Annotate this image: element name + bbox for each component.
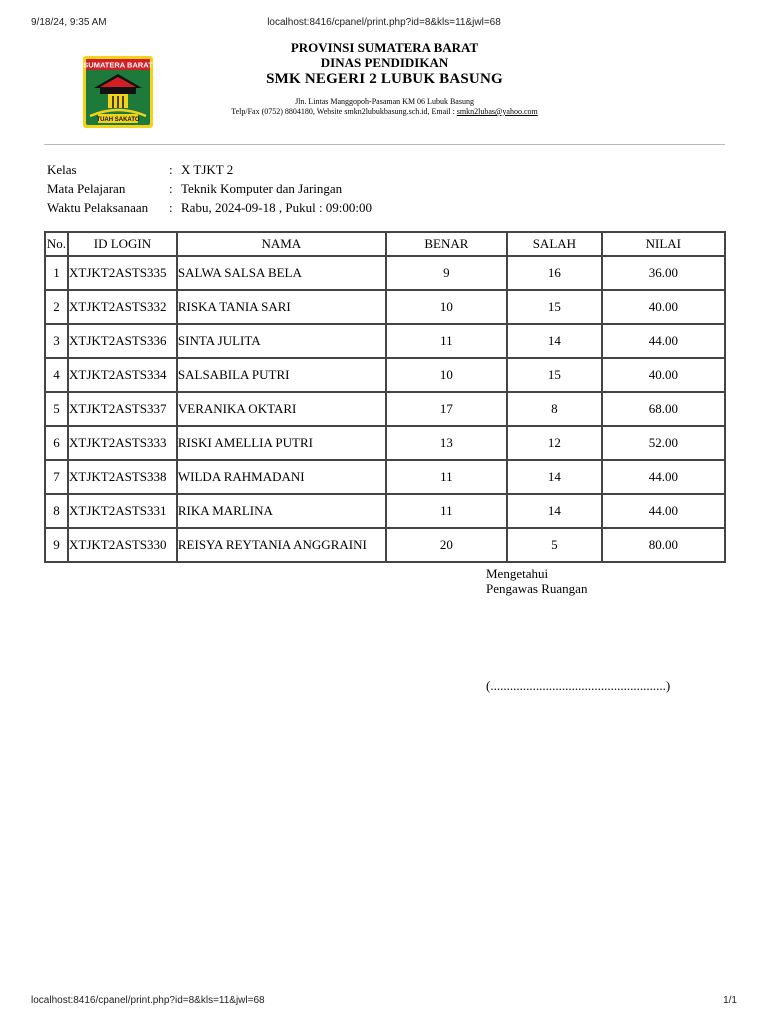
- info-value: X TJKT 2: [181, 162, 234, 177]
- cell-no: 6: [45, 426, 68, 460]
- cell-salah: 14: [507, 324, 602, 358]
- info-label: Kelas: [47, 162, 77, 177]
- table-row: [45, 426, 725, 460]
- province-title: PROVINSI SUMATERA BARAT: [290, 40, 479, 55]
- cell-benar: 13: [386, 426, 507, 460]
- cell-id-login: XTJKT2ASTS331: [68, 494, 177, 528]
- table-row: [45, 392, 725, 426]
- signature-acknowledge: Mengetahui: [486, 566, 549, 581]
- info-row: [47, 160, 372, 179]
- cell-nama: SALWA SALSA BELA: [177, 256, 386, 290]
- signature-role: Pengawas Ruangan: [486, 581, 588, 596]
- cell-nama: RISKI AMELLIA PUTRI: [177, 426, 386, 460]
- cell-benar: 9: [386, 256, 507, 290]
- cell-no: 1: [45, 256, 68, 290]
- department-title: DINAS PENDIDIKAN: [320, 55, 449, 70]
- cell-no: 8: [45, 494, 68, 528]
- cell-nilai: 40.00: [602, 358, 725, 392]
- cell-salah: 15: [507, 290, 602, 324]
- cell-id-login: XTJKT2ASTS333: [68, 426, 177, 460]
- column-header: No.: [45, 232, 68, 256]
- cell-id-login: XTJKT2ASTS335: [68, 256, 177, 290]
- cell-salah: 15: [507, 358, 602, 392]
- cell-nilai: 40.00: [602, 290, 725, 324]
- column-header: NAMA: [177, 232, 386, 256]
- table-row: [45, 494, 725, 528]
- info-colon: :: [169, 200, 173, 215]
- signature-block: [486, 566, 587, 596]
- table-row: [45, 460, 725, 494]
- signature-blank-line: (......................................................): [486, 678, 671, 693]
- table-body: [45, 256, 725, 562]
- cell-no: 5: [45, 392, 68, 426]
- cell-nilai: 44.00: [602, 494, 725, 528]
- cell-salah: 8: [507, 392, 602, 426]
- info-value: Teknik Komputer dan Jaringan: [181, 181, 343, 196]
- info-colon: :: [169, 181, 173, 196]
- cell-nama: RIKA MARLINA: [177, 494, 386, 528]
- table-row: [45, 324, 725, 358]
- cell-id-login: XTJKT2ASTS330: [68, 528, 177, 562]
- info-colon: :: [169, 162, 173, 177]
- cell-nilai: 80.00: [602, 528, 725, 562]
- info-row: [47, 198, 372, 217]
- cell-benar: 17: [386, 392, 507, 426]
- logo-motto-text: TUAH SAKATO: [96, 117, 140, 123]
- school-address: Jln. Lintas Manggopoh-Pasaman KM 06 Lubuk Basung: [295, 97, 474, 106]
- info-value: Rabu, 2024-09-18 , Pukul : 09:00:00: [181, 200, 373, 215]
- cell-nilai: 36.00: [602, 256, 725, 290]
- logo-banner-text: SUMATERA BARAT: [83, 60, 153, 70]
- cell-salah: 16: [507, 256, 602, 290]
- cell-benar: 10: [386, 358, 507, 392]
- column-header: BENAR: [386, 232, 507, 256]
- cell-salah: 14: [507, 460, 602, 494]
- cell-no: 7: [45, 460, 68, 494]
- cell-nilai: 44.00: [602, 460, 725, 494]
- exam-info: [47, 160, 372, 217]
- cell-salah: 12: [507, 426, 602, 460]
- cell-nama: WILDA RAHMADANI: [177, 460, 386, 494]
- table-header-row: [45, 232, 725, 256]
- footer-url: localhost:8416/cpanel/print.php?id=8&kls=11&jwl=68: [31, 995, 265, 1006]
- cell-no: 2: [45, 290, 68, 324]
- cell-nama: SALSABILA PUTRI: [177, 358, 386, 392]
- cell-nilai: 68.00: [602, 392, 725, 426]
- table-row: [45, 290, 725, 324]
- cell-id-login: XTJKT2ASTS336: [68, 324, 177, 358]
- column-header: ID LOGIN: [68, 232, 177, 256]
- print-url: localhost:8416/cpanel/print.php?id=8&kls=11&jwl=68: [267, 17, 501, 28]
- cell-benar: 20: [386, 528, 507, 562]
- cell-no: 4: [45, 358, 68, 392]
- cell-id-login: XTJKT2ASTS337: [68, 392, 177, 426]
- school-title: SMK NEGERI 2 LUBUK BASUNG: [266, 71, 503, 87]
- school-contact: [44, 107, 725, 117]
- table-row: [45, 528, 725, 562]
- cell-id-login: XTJKT2ASTS332: [68, 290, 177, 324]
- print-datetime: 9/18/24, 9:35 AM: [31, 17, 107, 28]
- cell-nama: RISKA TANIA SARI: [177, 290, 386, 324]
- email-link[interactable]: smkn2lubas@yahoo.com: [456, 107, 538, 116]
- column-header: NILAI: [602, 232, 725, 256]
- table-row: [45, 256, 725, 290]
- letterhead-text: [44, 40, 725, 117]
- table-row: [45, 358, 725, 392]
- info-label: Waktu Pelaksanaan: [47, 200, 149, 215]
- cell-id-login: XTJKT2ASTS338: [68, 460, 177, 494]
- cell-no: 9: [45, 528, 68, 562]
- cell-salah: 5: [507, 528, 602, 562]
- cell-benar: 10: [386, 290, 507, 324]
- info-row: [47, 179, 372, 198]
- cell-id-login: XTJKT2ASTS334: [68, 358, 177, 392]
- cell-nilai: 44.00: [602, 324, 725, 358]
- info-label: Mata Pelajaran: [47, 181, 126, 196]
- column-header: SALAH: [507, 232, 602, 256]
- cell-benar: 11: [386, 324, 507, 358]
- cell-nilai: 52.00: [602, 426, 725, 460]
- cell-nama: REISYA REYTANIA ANGGRAINI: [177, 528, 386, 562]
- contact-text: Telp/Fax (0752) 8804180, Website smkn2lubukbasung.sch.id, Email :: [231, 107, 457, 116]
- cell-benar: 11: [386, 494, 507, 528]
- header-divider: [44, 144, 725, 145]
- results-table: [44, 231, 726, 563]
- cell-nama: SINTA JULITA: [177, 324, 386, 358]
- letterhead: [44, 40, 725, 132]
- page-number: 1/1: [723, 995, 737, 1006]
- cell-benar: 11: [386, 460, 507, 494]
- cell-nama: VERANIKA OKTARI: [177, 392, 386, 426]
- cell-salah: 14: [507, 494, 602, 528]
- cell-no: 3: [45, 324, 68, 358]
